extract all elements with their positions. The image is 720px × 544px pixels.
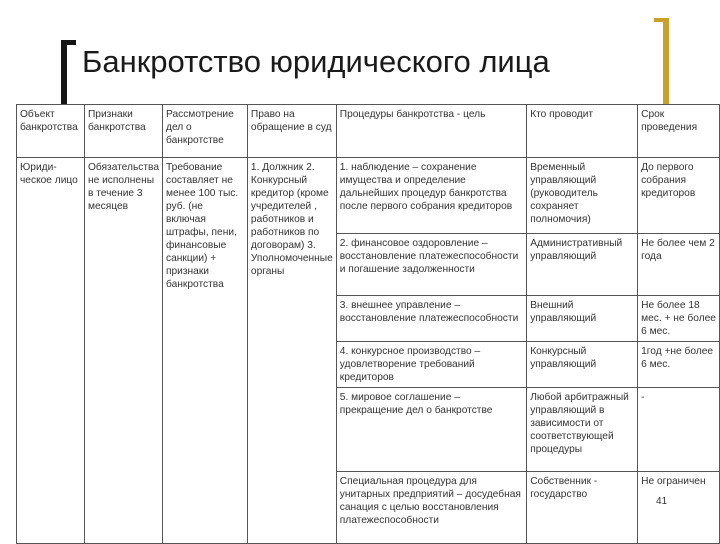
procedure-who: Конкурсный управляющий (527, 342, 638, 388)
procedure-term: Не более чем 2 года (638, 234, 720, 296)
procedure-goal: 3. внешнее управление – восстановление платежеспособности (336, 296, 526, 342)
right-bracket-decoration (654, 18, 669, 110)
procedure-term: 1год +не более 6 мес. (638, 342, 720, 388)
procedure-who: Любой арбитражный управляющий в зависимости от соответствующей процедуры (527, 388, 638, 472)
slide-title: Банкротство юридического лица (82, 44, 550, 79)
right-cell: 1. Должник 2. Конкурсный кредитор (кроме учредителей , работников и работников по договорам) 3. Уполномоченные органы (247, 158, 336, 544)
object-cell: Юриди-ческое лицо (17, 158, 85, 544)
procedure-term: - (638, 388, 720, 472)
header-cell: Объект банкротства (17, 105, 85, 158)
procedure-who: Административный управляющий (527, 234, 638, 296)
bankruptcy-table (16, 104, 720, 544)
procedure-term: Не ограничен (638, 472, 720, 544)
header-row (17, 105, 720, 158)
header-cell: Кто проводит (527, 105, 638, 158)
header-cell: Рассмотрение дел о банкротстве (163, 105, 248, 158)
procedure-who: Собственник - государство (527, 472, 638, 544)
signs-cell: Обязательства не исполнены в течение 3 месяцев (84, 158, 162, 544)
procedure-goal: 2. финансовое оздоровление – восстановление платежеспособности и погашение задолженности (336, 234, 526, 296)
procedure-goal: 4. конкурсное производство – удовлетворение требований кредиторов (336, 342, 526, 388)
page-number: 41 (656, 496, 668, 507)
procedure-goal: Специальная процедура для унитарных предприятий – досудебная санация с целью восстановления платежеспособности (336, 472, 526, 544)
header-cell: Срок проведения (638, 105, 720, 158)
consideration-cell: Требование составляет не менее 100 тыс. руб. (не включая штрафы, пени, финансовые санкции) + признаки банкротства (163, 158, 248, 544)
header-cell: Признаки банкротства (84, 105, 162, 158)
procedure-goal: 1. наблюдение – сохранение имущества и определение дальнейших процедур банкротства после первого собрания кредиторов (336, 158, 526, 234)
header-cell: Право на обращение в суд (247, 105, 336, 158)
procedure-goal: 5. мировое соглашение – прекращение дел о банкротстве (336, 388, 526, 472)
procedure-who: Временный управляющий (руководитель сохраняет полномочия) (527, 158, 638, 234)
header-cell: Процедуры банкротства - цель (336, 105, 526, 158)
table-row (17, 158, 720, 234)
procedure-who: Внешний управляющий (527, 296, 638, 342)
procedure-term: Не более 18 мес. + не более 6 мес. (638, 296, 720, 342)
procedure-term: До первого собрания кредиторов (638, 158, 720, 234)
